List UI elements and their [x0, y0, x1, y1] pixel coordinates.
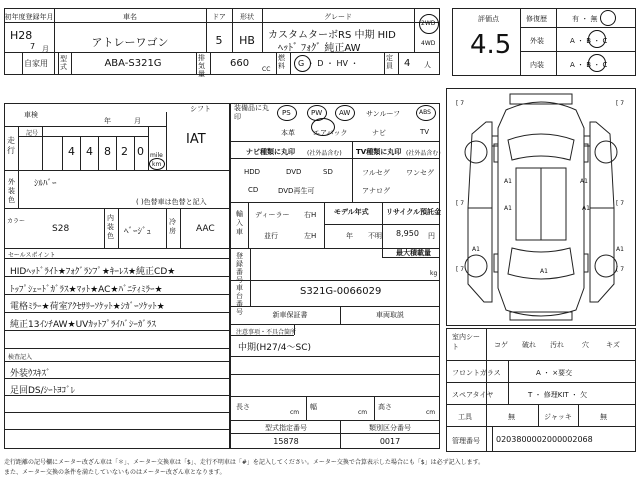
grade-label: グレード [324, 13, 352, 21]
fuel-label: 燃料 [278, 54, 285, 70]
interior-b-circle [588, 54, 606, 72]
jack-value: 無 [600, 413, 607, 421]
model-year-unknown: 不明 [368, 232, 382, 240]
ac-value: AAC [196, 224, 215, 234]
equip-ps: PS [282, 109, 291, 117]
equip-navi: ナビ [372, 129, 386, 137]
manual-label: 車両取説 [376, 311, 404, 319]
tv-fullseg: フルセグ [362, 169, 390, 177]
load-label: 最大積載量 [396, 249, 431, 257]
model-year-year: 年 [346, 232, 353, 240]
import-label: 輸入車 [236, 210, 243, 236]
shift-value: IAT [186, 132, 206, 147]
spare-value: T ・ 修理KIT ・ 欠 [528, 391, 588, 399]
recycle-unit: 円 [428, 232, 435, 240]
tv-title: TV種類に丸印 [356, 148, 402, 156]
damage-mark-7: A1 [540, 268, 548, 275]
equip-tv: TV [420, 128, 430, 136]
car-name-label: 車名 [123, 13, 137, 21]
equip-leather: 本革 [281, 129, 295, 137]
exterior-score-label: 外装 [530, 37, 544, 45]
sales-points-label: セールスポイント [8, 252, 56, 259]
inspection-label: 車検 [24, 111, 38, 119]
replace-label: 注意事項・不具合箇所 [236, 329, 297, 336]
mgmt-number: 0203800002000002068 [496, 435, 593, 444]
equip-airbag: エアバック [313, 129, 348, 137]
tv-title-note: (社外品含む) [406, 150, 441, 157]
category-no: 0017 [379, 437, 401, 446]
tv-analog: アナログ [362, 187, 390, 195]
interior-score-opts: A ・ B ・ C [570, 61, 608, 69]
capacity-label: 定員 [386, 54, 393, 70]
drive-2wd: 2WD [421, 20, 436, 27]
eval-score: 4.5 [470, 30, 512, 60]
front-glass-value: A ・ ×要交 [536, 369, 573, 377]
car-diagram [446, 88, 636, 326]
sales-line-3: 電格ﾐﾗｰ★荷室ｱｸｾｻﾘｰｿｹｯﾄ★ｼｶﾞｰｿｹｯﾄ★ [10, 302, 165, 312]
width-cm: cm [358, 409, 368, 416]
inspection-year: 年 [104, 117, 111, 125]
bracket-mid-left: [ 7 [456, 200, 465, 207]
displacement: 660 [230, 58, 250, 69]
reg-number-label: 登録番号 [236, 252, 243, 284]
width-label: 幅 [310, 403, 317, 411]
length-label: 長さ [236, 403, 250, 411]
eval-label: 評価点 [478, 15, 499, 23]
tools-label: 工具 [458, 413, 472, 421]
doors: 5 [215, 34, 223, 47]
sales-line-4: 純正13ｲﾝﾁAW★UVｶｯﾄﾌﾟﾗｲﾊﾞｼｰｶﾞﾗｽ [10, 320, 156, 330]
exterior-color: ｼﾙﾊﾞｰ [34, 179, 57, 189]
model-label: 型式 [60, 55, 67, 71]
height-label: 高さ [378, 403, 392, 411]
bracket-bot-right: [ 7 [616, 266, 625, 273]
load-unit: kg [430, 270, 438, 277]
type-no: 15878 [273, 437, 299, 446]
interior-score-label: 内装 [530, 61, 544, 69]
navi-hdd: HDD [244, 168, 261, 176]
mileage-unit-km: km [152, 161, 162, 168]
shape-label: 形状 [240, 13, 254, 21]
sheet-yabure: 破れ [522, 341, 536, 349]
equip-pw: PW [311, 109, 323, 117]
navi-cd: CD [248, 186, 259, 194]
replace-text: 中期(H27/4～SC) [238, 343, 311, 353]
grade-line2: ﾍｯﾄﾞ ﾌｫｸﾞ 純正AW [278, 43, 361, 54]
door-label: ドア [212, 13, 226, 21]
bracket-top-right: [ 7 [616, 100, 625, 107]
equipment-label: 装備品に丸印 [234, 104, 269, 121]
fuel-options: G ・ D ・ HV ・ [298, 59, 359, 68]
footer-line-2: また、メーター交換の条件を満たしていないものはメーター改ざん車となります。 [4, 469, 226, 476]
mileage-unit-mile: mile [150, 152, 163, 159]
import-dealer: ディーラー [255, 211, 290, 219]
mileage-digit-1: 4 [68, 145, 75, 158]
inspector-line-1: 外装ｳｽｷｽﾞ [10, 369, 51, 379]
usage: 自家用 [24, 59, 48, 68]
tools-value: 無 [508, 413, 515, 421]
frame-number: S321G-0066029 [300, 286, 382, 297]
equip-abs: ABS [419, 109, 431, 116]
import-parallel: 並行 [264, 232, 278, 240]
sheet-ana: 穴 [582, 341, 589, 349]
damage-mark-4: A1 [582, 205, 590, 212]
navi-dvd: DVD [286, 168, 302, 176]
damage-mark-6: A1 [616, 246, 624, 253]
grade-line1: カスタムターボRS 中期 HID [268, 30, 396, 41]
damage-mark-2: A1 [580, 178, 588, 185]
bracket-top-left: [ 7 [456, 100, 465, 107]
interior-sheet-label: 室内シート [452, 333, 480, 351]
mileage-label: 走行 [7, 136, 15, 155]
bracket-mid-right: [ 7 [616, 200, 625, 207]
cc-unit: CC [262, 66, 271, 73]
navi-sd: SD [323, 168, 333, 176]
inspector-notes-label: 検査記入 [8, 354, 33, 361]
height-cm: cm [426, 409, 436, 416]
inspector-line-2: 足回DS/ｼｰﾄﾖｺﾞﾚ [10, 386, 76, 396]
sheet-koge: コゲ [494, 341, 508, 349]
repair-opts: 有 ・ 無 [572, 15, 598, 23]
length-cm: cm [290, 409, 300, 416]
mileage-digit-4: 2 [121, 145, 128, 158]
import-left: 左H [304, 232, 317, 240]
ac-label: 冷房 [169, 218, 176, 235]
sheet-kizu: キズ [606, 341, 620, 349]
mileage-digit-3: 8 [104, 145, 111, 158]
spare-label: スペアタイヤ [452, 391, 494, 399]
model: ABA-S321G [104, 58, 162, 69]
recycle-amount: 8,950 [396, 229, 419, 238]
equip-aw: AW [339, 109, 351, 117]
mileage-digit-5: 0 [137, 145, 144, 158]
displacement-label: 排気量 [198, 54, 205, 78]
recycle-label: リサイクル預託金 [386, 208, 442, 216]
sales-line-2: ﾄｯﾌﾟｼｪｰﾄﾞｶﾞﾗｽ★ﾏｯﾄ★AC★ﾊﾞﾆﾃｨﾐﾗｰ★ [10, 285, 163, 295]
frame-label: 車台番号 [236, 284, 243, 316]
tv-oneseg: ワンセグ [406, 169, 434, 177]
shape: HB [239, 34, 255, 47]
sheet-yogore: 汚れ [550, 341, 564, 349]
car-name: アトレーワゴン [91, 36, 169, 49]
front-glass-label: フロントガラス [452, 369, 501, 377]
damage-mark-1: A1 [504, 178, 512, 185]
first-reg-label: 初年度登録年月 [4, 13, 54, 21]
shift-label: シフト [190, 105, 211, 113]
drive-4wd: 4WD [421, 40, 436, 47]
navi-dvd-play: DVD再生可 [278, 187, 315, 195]
mgmt-label: 管理番号 [452, 437, 480, 445]
bracket-bot-left: [ 7 [456, 266, 465, 273]
repair-label: 修復歴 [526, 15, 547, 23]
category-no-label: 類別区分番号 [369, 424, 411, 432]
exterior-score-opts: A ・ B ・ C [570, 37, 608, 45]
interior-color-label: 内装色 [107, 214, 114, 240]
exterior-b-circle [588, 30, 606, 48]
inspection-month: 月 [134, 117, 141, 125]
first-reg-year: H28 [10, 29, 33, 42]
warranty-label: 新車保証書 [272, 311, 308, 319]
navi-title-note: (社外品含む) [307, 150, 342, 157]
capacity-unit: 人 [424, 61, 431, 69]
mileage-digit-2: 4 [86, 145, 93, 158]
footer-line-1: 走行距離の記号欄にメーター改ざん車は「＊」、メーター交換車は「$」、走行不明車は「#」を記入してください。メーター交換で合算表示した場合にも「$」は必ず記入します。 [4, 459, 485, 466]
mileage-sub-label: 記号 [26, 130, 39, 137]
month-unit: 月 [42, 45, 49, 53]
jack-label: ジャッキ [544, 413, 572, 421]
exterior-note: ( )色替車は色替と記入 [136, 198, 207, 206]
interior-color: ﾍﾞｰｼﾞｭ [124, 227, 152, 237]
type-no-label: 型式指定番号 [265, 424, 307, 432]
capacity: 4 [404, 58, 411, 69]
color-code-label: カラー [7, 218, 26, 225]
repair-none-circle [600, 10, 616, 26]
equip-sunroof: サンルーフ [366, 110, 401, 118]
model-year-label: モデル年式 [334, 208, 369, 216]
sales-line-1: HIDﾍｯﾄﾞﾗｲﾄ★ﾌｫｸﾞﾗﾝﾌﾟ★ｷｰﾚｽ★純正CD★ [10, 267, 176, 277]
first-reg-month: 7 [30, 42, 36, 51]
import-right: 右H [304, 211, 317, 219]
exterior-label: 外装色 [8, 178, 15, 204]
navi-title: ナビ種類に丸印 [246, 148, 295, 156]
color-code: S28 [52, 224, 70, 234]
damage-mark-5: A1 [472, 246, 480, 253]
damage-mark-3: A1 [504, 205, 512, 212]
